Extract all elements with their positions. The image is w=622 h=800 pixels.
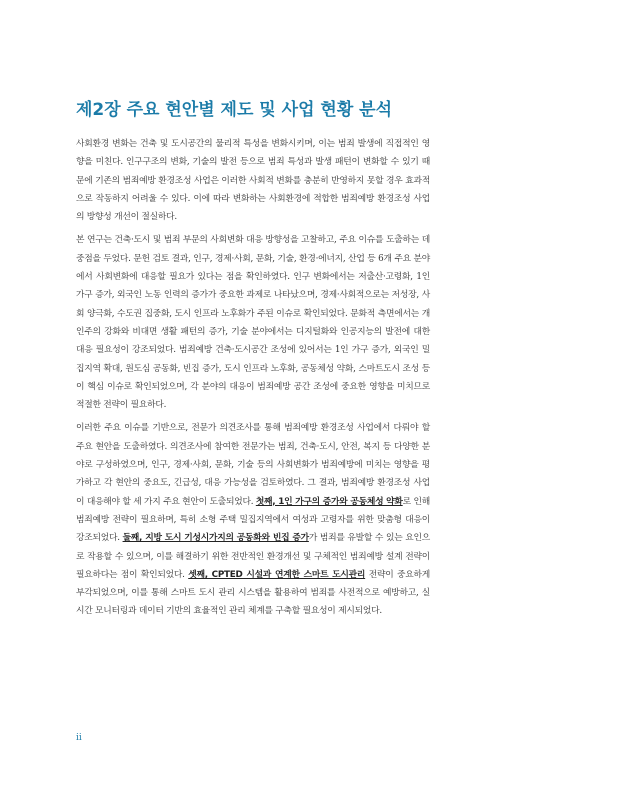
- chapter-title: 제2장 주요 현안별 제도 및 사업 현황 분석: [76, 100, 393, 120]
- highlight-issue-3: 셋째, CPTED 시설과 연계한 스마트 도시관리: [188, 569, 366, 580]
- paragraph-3-text-4: 전략이 중요하게 부각되었으며, 이를 통해 스마트 도시 관리 시스템을 활용하여 범죄를 사전적으로 예방하고, 실시간 모니터링과 데이터 기반의 효율적인 관리 체계를 구축할 필요성이 제시되었다.: [76, 569, 430, 617]
- body-text: [76, 135, 430, 626]
- highlight-issue-2: 둘째, 지방 도시 기성시가지의 공동화와 빈집 증가: [122, 533, 309, 544]
- page-number: ii: [76, 733, 82, 743]
- paragraph-1: 사회환경 변화는 건축 및 도시공간의 물리적 특성을 변화시키며, 이는 범죄 발생에 직접적인 영향을 미친다. 인구구조의 변화, 기술의 발전 등으로 범죄 특성과 발생 패턴이 변화할 수 있기 때문에 기존의 범죄예방 환경조성 사업은 이러한 사회적 변화를 충분히 반영하지 못할 경우 효과적으로 작동하지 어려울 수 있다. 이에 따라 변화하는 사회환경에 적합한 범죄예방 환경조성 사업의 방향성 개선이 절실하다.: [76, 139, 430, 223]
- paragraph-3: [76, 419, 430, 620]
- paragraph-3-text-2: 로 인해 범죄예방 전략이 필요하며, 특히 소형 주택 밀집지역에서 여성과 고령자를 위한 맞춤형 대응이 강조되었다.: [76, 496, 430, 544]
- highlight-issue-1: 첫째, 1인 가구의 증가와 공동체성 약화: [255, 496, 403, 507]
- paragraph-3-text-1: 이러한 주요 이슈를 기반으로, 전문가 의견조사를 통해 범죄예방 환경조성 사업에서 다뤄야 할 주요 현안을 도출하였다. 의견조사에 참여한 전문가는 범죄, 건축·도시, 안전, 복지 등 다양한 분야로 구성하였으며, 인구, 경제·사회, 문화, 기술 등의 사회변화가 범죄예방에 미치는 영향을 평가하고 각 현안의 중요도, 긴급성, 대응 가능성을 검토하였다. 그 결과, 범죄예방 환경조성 사업이 대응해야 할 세 가지 주요 현안이 도출되었다.: [76, 423, 430, 507]
- paragraph-3-text-3: 가 범죄를 유발할 수 있는 요인으로 작용할 수 있으며, 이를 해결하기 위한 전반적인 환경개선 및 구체적인 범죄예방 설계 전략이 필요하다는 점이 확인되었다.: [76, 533, 430, 580]
- paragraph-2: 본 연구는 건축·도시 및 범죄 부문의 사회변화 대응 방향성을 고찰하고, 주요 이슈를 도출하는 데 중점을 두었다. 문헌 검토 결과, 인구, 경제·사회, 문화, 기술, 환경·에너지, 산업 등 6개 주요 분야에서 사회변화에 대응할 필요가 있다는 점을 확인하였다. 인구 변화에서는 저출산·고령화, 1인 가구 증가, 외국인 노동 인력의 증가가 중요한 과제로 나타났으며, 경제·사회적으로는 저성장, 사회 양극화, 수도권 집중화, 도시 인프라 노후화가 주된 이슈로 확인되었다. 문화적 측면에서는 개인주의 강화와 비대면 생활 패턴의 증가, 기술 분야에서는 디지털화와 인공지능의 발전에 대한 대응 필요성이 강조되었다. 범죄예방 건축·도시공간 조성에 있어서는 1인 가구 증가, 외국인 밀집지역 확대, 원도심 공동화, 빈집 증가, 도시 인프라 노후화, 공동체성 약화, 스마트도시 조성 등이 핵심 이슈로 확인되었으며, 각 분야의 대응이 범죄예방 공간 조성에 중요한 영향을 미치므로 적절한 전략이 필요하다.: [76, 235, 430, 411]
